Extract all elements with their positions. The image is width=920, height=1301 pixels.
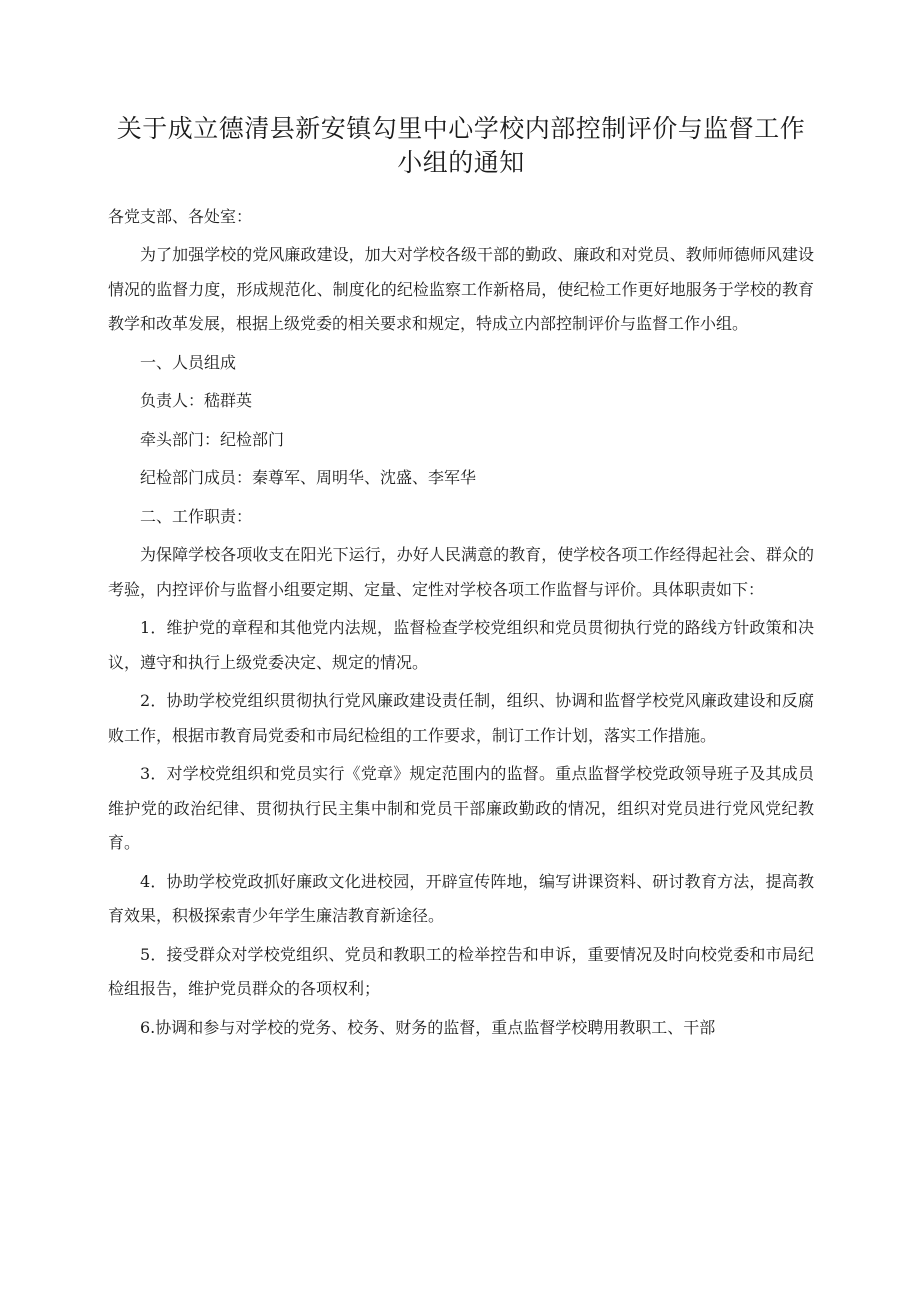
duty-item-1: 1．维护党的章程和其他党内法规，监督检查学校党组织和党员贯彻执行党的路线方针政策和决议，遵守和执行上级党委决定、规定的情况。 xyxy=(108,618,814,672)
duty-item-4: 4．协助学校党政抓好廉政文化进校园，开辟宣传阵地，编写讲课资料、研讨教育方法，提高教育效果，积极探索青少年学生廉洁教育新途径。 xyxy=(108,871,814,925)
duty-item-6: 6.协调和参与对学校的党务、校务、财务的监督，重点监督学校聘用教职工、干部 xyxy=(140,1017,716,1037)
paragraph-intro: 为了加强学校的党风廉政建设，加大对学校各级干部的勤政、廉政和对党员、教师师德师风建设情况的监督力度，形成规范化、制度化的纪检监察工作新格局，使纪检工作更好地服务于学校的教育教学和改革发展，根据上级党委的相关要求和规定，特成立内部控制评价与监督工作小组。 xyxy=(108,245,814,333)
document-page xyxy=(108,112,814,1045)
responsible-person: 负责人：嵇群英 xyxy=(140,391,253,410)
paragraph-duties-intro: 为保障学校各项收支在阳光下运行，办好人民满意的教育，使学校各项工作经得起社会、群众的考验，内控评价与监督小组要定期、定量、定性对学校各项工作监督与评价。具体职责如下： xyxy=(108,545,814,599)
department-members: 纪检部门成员：秦尊军、周明华、沈盛、李军华 xyxy=(140,468,477,487)
salutation: 各党支部、各处室： xyxy=(108,207,253,226)
section-heading-personnel: 一、人员组成 xyxy=(140,352,237,372)
duty-item-3: 3．对学校党组织和党员实行《党章》规定范围内的监督。重点监督学校党政领导班子及其成员维护党的政治纪律、贯彻执行民主集中制和党员干部廉政勤政的情况，组织对党员进行党风党纪教育。 xyxy=(108,764,814,852)
section-heading-duties: 二、工作职责： xyxy=(140,506,253,526)
lead-department: 牵头部门：纪检部门 xyxy=(140,429,285,449)
duty-item-5: 5．接受群众对学校党组织、党员和教职工的检举控告和申诉，重要情况及时向校党委和市局纪检组报告，维护党员群众的各项权利； xyxy=(108,944,814,998)
duty-item-2: 2．协助学校党组织贯彻执行党风廉政建设责任制，组织、协调和监督学校党风廉政建设和反腐败工作，根据市教育局党委和市局纪检组的工作要求，制订工作计划，落实工作措施。 xyxy=(108,691,814,745)
document-title: 关于成立德清县新安镇勾里中心学校内部控制评价与监督工作小组的通知 xyxy=(116,114,806,177)
